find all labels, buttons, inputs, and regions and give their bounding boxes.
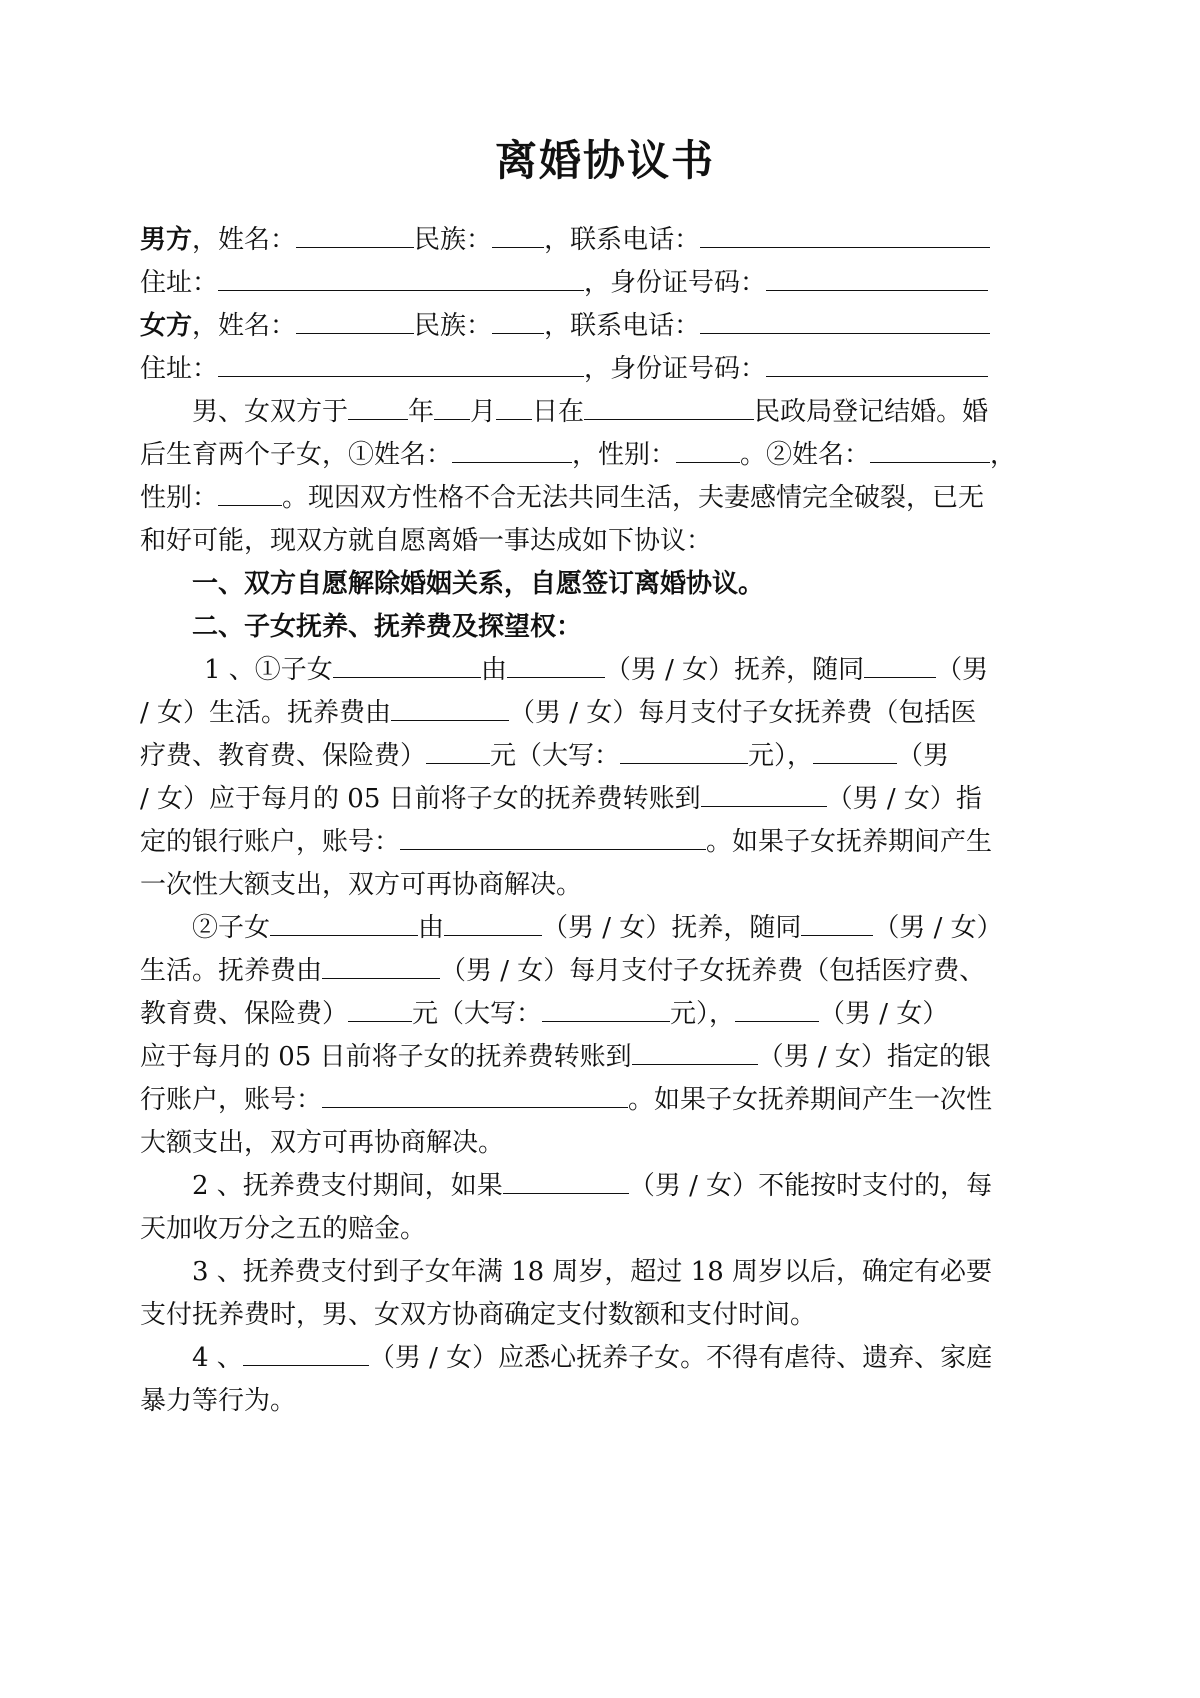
male-address-blank[interactable] [218,260,584,291]
phone-label: ，联系电话： [544,311,701,341]
child2-line-3: 教育费、保险费） 元（大写： 元）， （男 / 女） [140,991,1070,1037]
male-label: 男方 [140,225,193,255]
female-phone-blank[interactable] [700,303,990,334]
child1-line-1: 1 、①子女 由 （男 / 女）抚养，随同 （男 [140,647,1134,693]
female-party-line: 女方，姓名： 民族： ，联系电话： [140,303,1070,349]
child2-name-blank[interactable] [870,432,990,463]
item-4-line-2: 暴力等行为。 [140,1386,297,1416]
male-party-line: 男方，姓名： 民族： ，联系电话： [140,217,1070,263]
child2-line-2: 生活。抚养费由 （男 / 女）每月支付子女抚养费（包括医疗费、 [140,948,1070,994]
child1-amount-blank[interactable] [426,733,490,764]
male-address-line [140,260,1070,306]
address-label: 住址： [140,354,219,384]
child1-transferer-blank[interactable] [813,733,897,764]
child1-payer-blank[interactable] [391,690,509,721]
child1-recipient-blank[interactable] [701,776,827,807]
civil-affairs-bureau-blank[interactable] [584,389,754,420]
ethnicity-label: 民族： [414,225,493,255]
female-label: 女方 [140,311,193,341]
child1-amount-words-blank[interactable] [620,733,748,764]
child1-line-2: / 女）生活。抚养费由 （男 / 女）每月支付子女抚养费（包括医 [140,690,1070,736]
item-3-line-1: 3 、抚养费支付到子女年满 18 周岁，超过 18 周岁以后，确定有必要 [192,1257,993,1287]
child1-line-4: / 女）应于每月的 05 日前将子女的抚养费转账到 （男 / 女）指 [140,776,1070,822]
document-page [140,0,1070,1698]
child2-live-with-blank[interactable] [801,905,873,936]
male-ethnicity-blank[interactable] [492,217,544,248]
child1-line-6: 一次性大额支出，双方可再协商解决。 [140,870,583,900]
female-ethnicity-blank[interactable] [492,303,544,334]
marriage-day-blank[interactable] [496,389,532,420]
child2-payer-blank[interactable] [322,948,440,979]
item-3-line-2: 支付抚养费时，男、女双方协商确定支付数额和支付时间。 [140,1300,817,1330]
female-name-blank[interactable] [296,303,414,334]
caregiver-blank[interactable] [243,1335,369,1366]
child2-custodian-blank[interactable] [444,905,542,936]
child2-gender-blank[interactable] [218,475,282,506]
child1-live-with-blank[interactable] [864,647,936,678]
child1-account-blank[interactable] [400,819,706,850]
section-2-heading: 二、子女抚养、抚养费及探望权： [192,612,583,642]
child2-line-4: 应于每月的 05 日前将子女的抚养费转账到 （男 / 女）指定的银 [140,1034,1070,1080]
female-address-blank[interactable] [218,346,584,377]
child2-transferer-blank[interactable] [735,991,819,1022]
ethnicity-label: 民族： [414,311,493,341]
child1-custody-name-blank[interactable] [333,647,481,678]
child1-gender-blank[interactable] [676,432,740,463]
child2-amount-blank[interactable] [348,991,412,1022]
item-4-line-1: 4 、 （男 / 女）应悉心抚养子女。不得有虐待、遗弃、家庭 [140,1335,1122,1381]
child1-custodian-blank[interactable] [507,647,605,678]
document-title: 离婚协议书 [494,136,715,185]
intro-line-1: 男、女双方于 年 月 日在 民政局登记结婚。婚 [140,389,1070,435]
child1-name-blank[interactable] [452,432,572,463]
section-1-heading: 一、双方自愿解除婚姻关系，自愿签订离婚协议。 [192,569,765,599]
phone-label: ，联系电话： [544,225,701,255]
child2-account-blank[interactable] [322,1077,628,1108]
id-label: ，身份证号码： [584,268,767,298]
child2-line-5: 行账户，账号： 。如果子女抚养期间产生一次性 [140,1077,1070,1123]
female-id-blank[interactable] [766,346,988,377]
intro-line-4: 和好可能，现双方就自愿离婚一事达成如下协议： [140,526,713,556]
male-id-blank[interactable] [766,260,988,291]
child1-line-5: 定的银行账户，账号： 。如果子女抚养期间产生 [140,819,1070,865]
child2-amount-words-blank[interactable] [542,991,670,1022]
late-payer-blank[interactable] [503,1163,629,1194]
child2-line-1: ②子女 由 （男 / 女）抚养，随同 （男 / 女） [140,905,1122,951]
item-2-line-2: 天加收万分之五的赔金。 [140,1214,427,1244]
child2-line-6: 大额支出，双方可再协商解决。 [140,1128,505,1158]
marriage-month-blank[interactable] [434,389,470,420]
address-label: 住址： [140,268,219,298]
name-label: 姓名： [218,311,297,341]
intro-line-3: 性别： 。现因双方性格不合无法共同生活，夫妻感情完全破裂，已无 [140,475,1070,521]
marriage-year-blank[interactable] [348,389,408,420]
intro-line-2: 后生育两个子女，①姓名： ，性别： 。②姓名： ， [140,432,1070,478]
id-label: ，身份证号码： [584,354,767,384]
name-label: 姓名： [218,225,297,255]
male-phone-blank[interactable] [700,217,990,248]
child1-line-3: 疗费、教育费、保险费） 元（大写： 元）， （男 [140,733,1070,779]
child2-recipient-blank[interactable] [632,1034,758,1065]
item-2-line-1: 2 、抚养费支付期间，如果 （男 / 女）不能按时支付的，每 [140,1163,1122,1209]
child2-custody-name-blank[interactable] [270,905,418,936]
male-name-blank[interactable] [296,217,414,248]
female-address-line [140,346,1070,392]
